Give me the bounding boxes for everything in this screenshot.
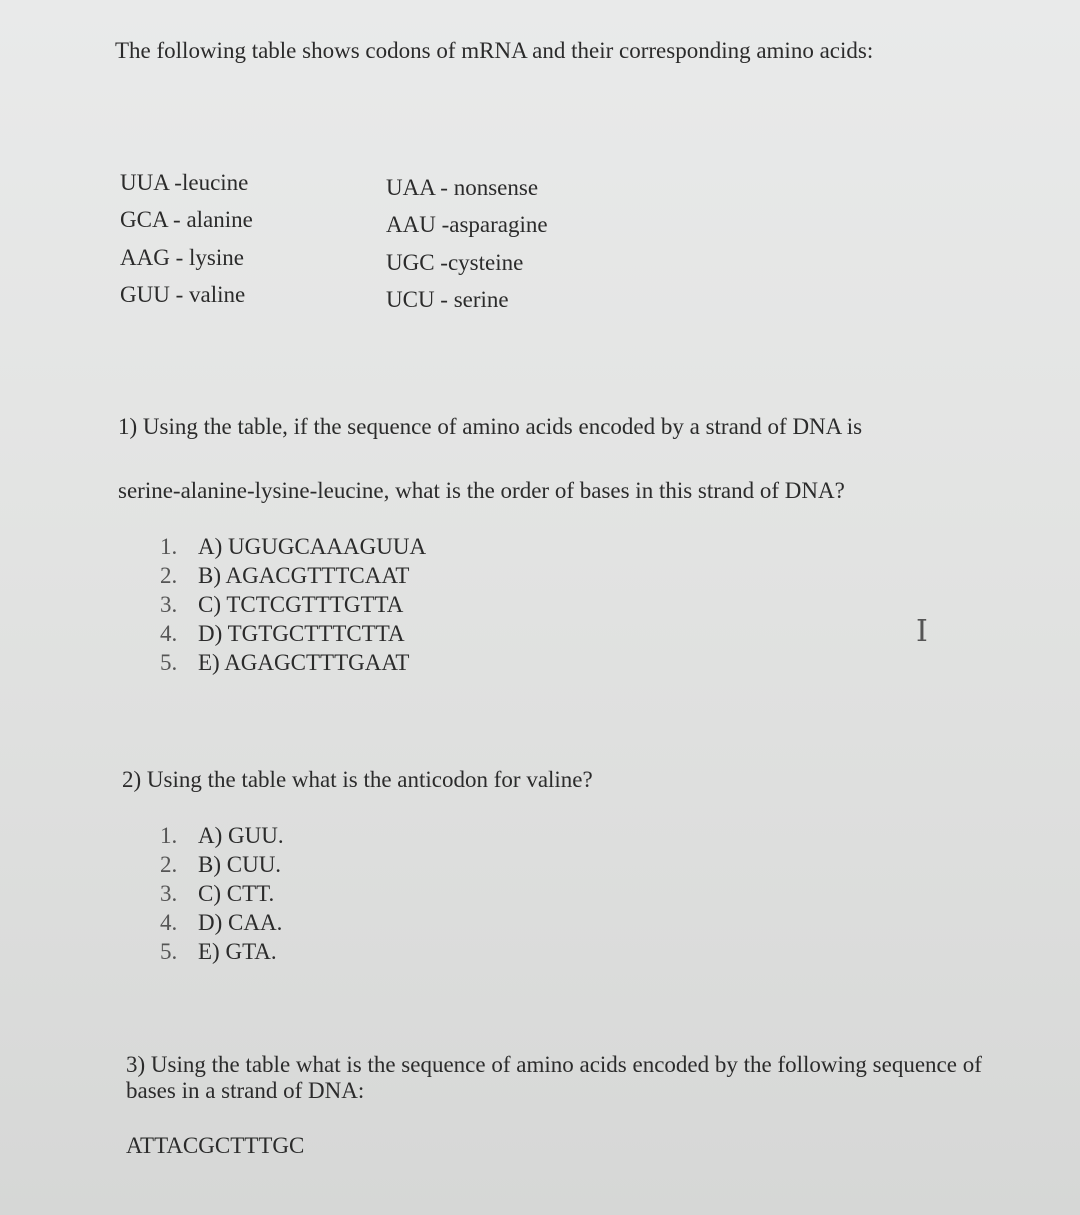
question-1-option: 1. A) UGUGCAAAGUUA xyxy=(160,534,427,559)
question-2-option: 5. E) GTA. xyxy=(160,939,277,964)
codon-right-1: UAA - nonsense xyxy=(386,175,539,200)
question-2-option: 4. D) CAA. xyxy=(160,910,283,935)
codon-left-4: GUU - valine xyxy=(120,282,246,307)
question-2-line-1: 2) Using the table what is the anticodon for valine? xyxy=(122,767,593,792)
question-1-option: 5. E) AGAGCTTTGAAT xyxy=(160,650,410,675)
question-2-option: 3. C) CTT. xyxy=(160,881,275,906)
codon-left-1: UUA -leucine xyxy=(120,170,249,195)
question-1-option: 3. C) TCTCGTTTGTTA xyxy=(160,592,404,617)
intro-text: The following table shows codons of mRNA and their corresponding amino acids: xyxy=(115,38,874,63)
question-1-line-1: 1) Using the table, if the sequence of amino acids encoded by a strand of DNA is xyxy=(118,414,863,439)
text-cursor-icon: I xyxy=(916,614,928,649)
codon-right-3: UGC -cysteine xyxy=(386,250,524,275)
question-2-options xyxy=(160,821,284,966)
question-1-option: 4. D) TGTGCTTTCTTA xyxy=(160,621,405,646)
question-2-option: 2. B) CUU. xyxy=(160,852,282,877)
codon-left-3: AAG - lysine xyxy=(120,245,244,270)
question-1-line-2: serine-alanine-lysine-leucine, what is the order of bases in this strand of DNA? xyxy=(118,478,845,503)
question-1-option: 2. B) AGACGTTTCAAT xyxy=(160,563,410,588)
question-3-line-1: 3) Using the table what is the sequence of amino acids encoded by the following sequence of xyxy=(126,1052,982,1077)
codon-left-2: GCA - alanine xyxy=(120,207,253,232)
question-2-option: 1. A) GUU. xyxy=(160,823,284,848)
question-1-options xyxy=(160,532,426,677)
question-3-sequence: ATTACGCTTTGC xyxy=(126,1133,305,1158)
codon-right-4: UCU - serine xyxy=(386,287,509,312)
codon-right-2: AAU -asparagine xyxy=(386,212,548,237)
question-3-line-2: bases in a strand of DNA: xyxy=(126,1078,365,1103)
